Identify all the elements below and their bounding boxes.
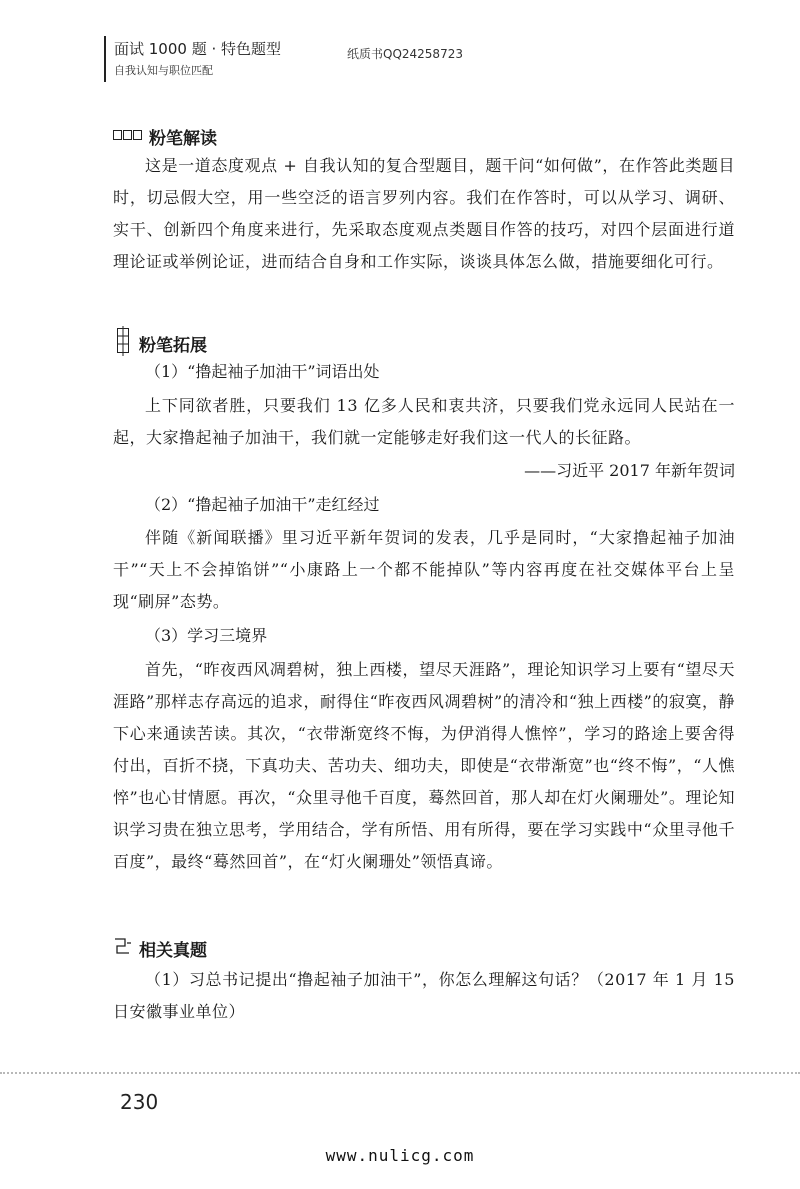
watermark-text: 纸质书QQ24258723	[347, 47, 463, 61]
expand-item-1-text: 上下同欲者胜，只要我们 13 亿多人民和衷共济，只要我们党永远同人民站在一起，大家撸起袖子加油干，我们就一定能够走好我们这一代人的长征路。	[113, 396, 735, 447]
analysis-paragraph: 这是一道态度观点 + 自我认知的复合型题目，题干问“如何做”，在作答此类题目时，切忌假大空，用一些空泛的语言罗列内容。我们在作答时，可以从学习、调研、实干、创新四个角度来进行，先采取态度观点类题目作答的技巧，对四个层面进行道理论证或举例论证，进而结合自身和工作实际，谈谈具体怎么做，措施要细化可行。	[113, 156, 735, 271]
section-expand-heading	[113, 326, 207, 360]
header-rule	[104, 36, 106, 82]
expand-item-1-title: （1）“撸起袖子加油干”词语出处	[145, 362, 380, 381]
page-number: 230	[120, 1090, 159, 1114]
section-marker-icon	[113, 935, 133, 961]
section-heading-text: 粉笔拓展	[139, 335, 207, 356]
section-marker-icon	[113, 127, 143, 146]
expand-item-3-text: 首先，“昨夜西风凋碧树，独上西楼，望尽天涯路”，理论知识学习上要有“望尽天涯路”那样志存高远的追求，耐得住“昨夜西风凋碧树”的清冷和“独上西楼”的寂寞，静下心来通读苦读。其次，“衣带渐宽终不悔，为伊消得人憔悴”，学习的路途上要舍得付出，百折不挠，下真功夫、苦功夫、细功夫，即使是“衣带渐宽”也“终不悔”，“人憔悴”也心甘情愿。再次，“众里寻他千百度，蓦然回首，那人却在灯火阑珊处”。理论知识学习贵在独立思考，学用结合，学有所悟、用有所得，要在学习实践中“众里寻他千百度”，最终“蓦然回首”，在“灯火阑珊处”领悟真谛。	[113, 660, 735, 871]
scan-dotted-line	[0, 1072, 800, 1074]
footer-website[interactable]: www.nulicg.com	[325, 1146, 475, 1165]
expand-item-1-source: ——习近平 2017 年新年贺词	[524, 461, 735, 480]
expand-item-3-title: （3）学习三境界	[145, 626, 268, 645]
expand-item-2-title: （2）“撸起袖子加油干”走红经过	[145, 495, 380, 514]
section-analysis-heading	[113, 124, 217, 149]
expand-item-2-text: 伴随《新闻联播》里习近平新年贺词的发表，几乎是同时，“大家撸起袖子加油干”“天上不会掉馅饼”“小康路上一个都不能掉队”等内容再度在社交媒体平台上呈现“刷屏”态势。	[113, 528, 735, 611]
book-title: 面试 1000 题 · 特色题型	[114, 40, 282, 58]
chapter-title: 自我认知与职位匹配	[114, 64, 213, 77]
section-related-heading	[113, 935, 207, 961]
section-heading-text: 粉笔解读	[149, 129, 217, 149]
section-heading-text: 相关真题	[139, 940, 207, 961]
section-marker-icon	[113, 326, 133, 360]
related-question-1: （1）习总书记提出“撸起袖子加油干”，你怎么理解这句话？（2017 年 1 月 15 日安徽事业单位）	[113, 970, 735, 1021]
